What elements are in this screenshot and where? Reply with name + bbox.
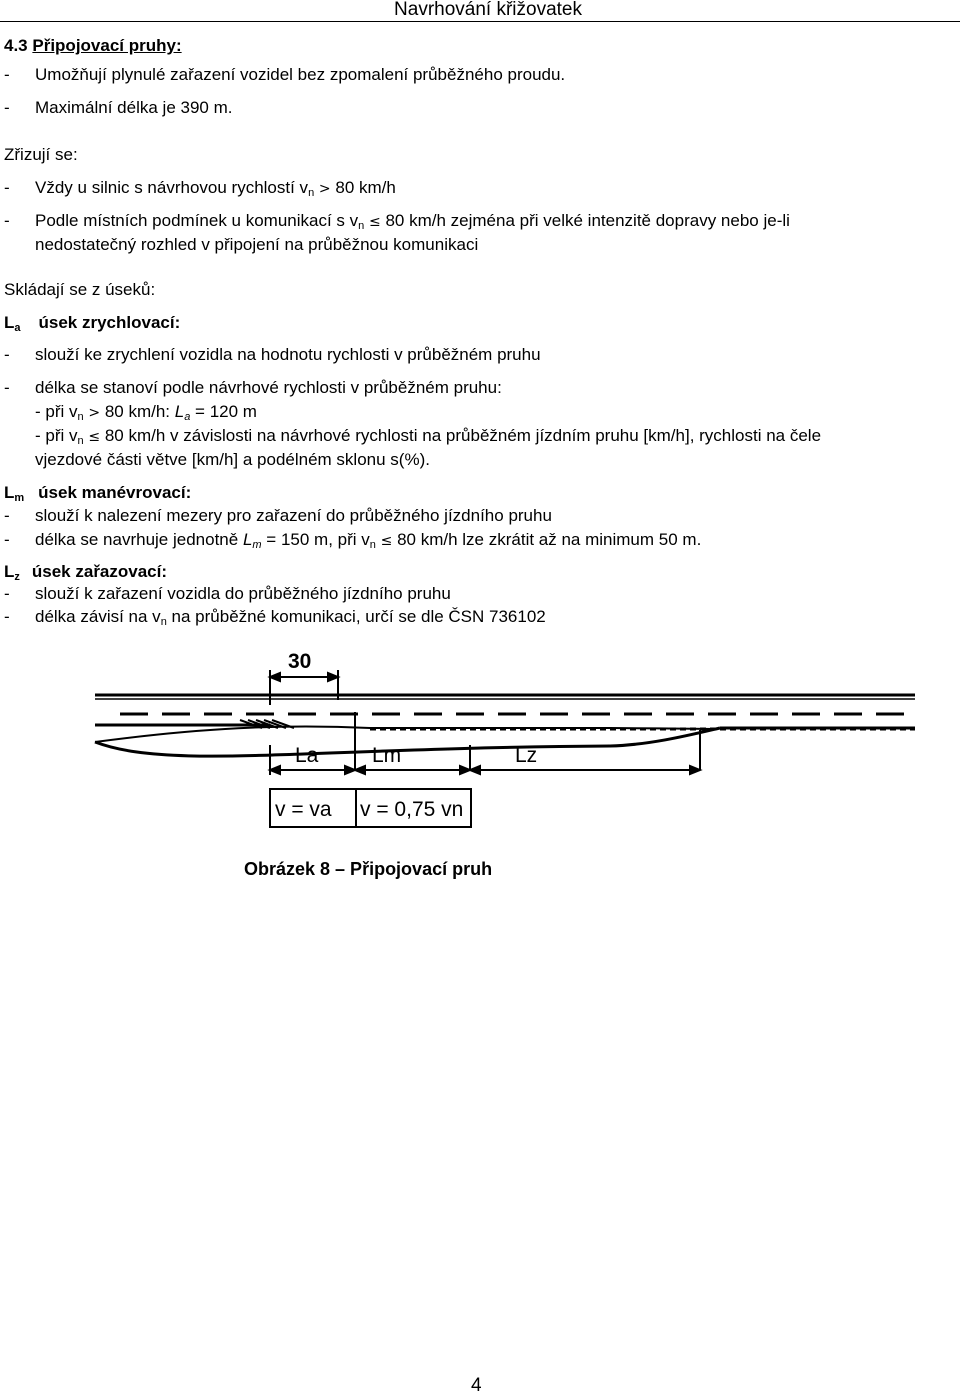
- label-lz: Lz: [515, 744, 538, 767]
- box-speed-va: v = va: [275, 798, 332, 821]
- label-la: La: [295, 744, 319, 767]
- section-title: Připojovací pruhy:: [32, 36, 182, 55]
- la-sub-2-line2: vjezdové části větve [km/h] a podélném sklonu s(%).: [35, 450, 430, 469]
- label-lm: Lm: [372, 744, 402, 767]
- section-number: 4.3: [4, 36, 28, 55]
- lz-heading: $L_z$ úsek zařazovací:: [4, 562, 168, 583]
- lm-heading: $L_m$ úsek manévrovací:: [4, 483, 192, 504]
- la-heading: $L_a$ úsek zrychlovací:: [4, 313, 181, 334]
- la-sub-2: - při $v_n \le 80$ km/h v závislosti na návrhové rychlosti na průběžném jízdním pruhu [km/h], rychlosti na čele: [35, 426, 822, 447]
- running-header: Navrhování křižovatek: [394, 0, 582, 20]
- skladaji-heading: Skládají se z úseků:: [4, 280, 156, 299]
- zrizuji-item-2-line2: nedostatečný rozhled v připojení na průběžnou komunikaci: [35, 235, 479, 254]
- la-sub-1: - při $v_n > 80$ km/h: $L_a = 120$ m: [35, 402, 257, 423]
- page-number: 4: [471, 1375, 482, 1396]
- figure-caption: Obrázek 8 – Připojovací pruh: [244, 859, 493, 879]
- zrizuji-heading: Zřizují se:: [4, 145, 78, 164]
- dim-30-label: 30: [288, 650, 312, 673]
- box-speed-075vn: v = 0,75 vn: [360, 798, 464, 821]
